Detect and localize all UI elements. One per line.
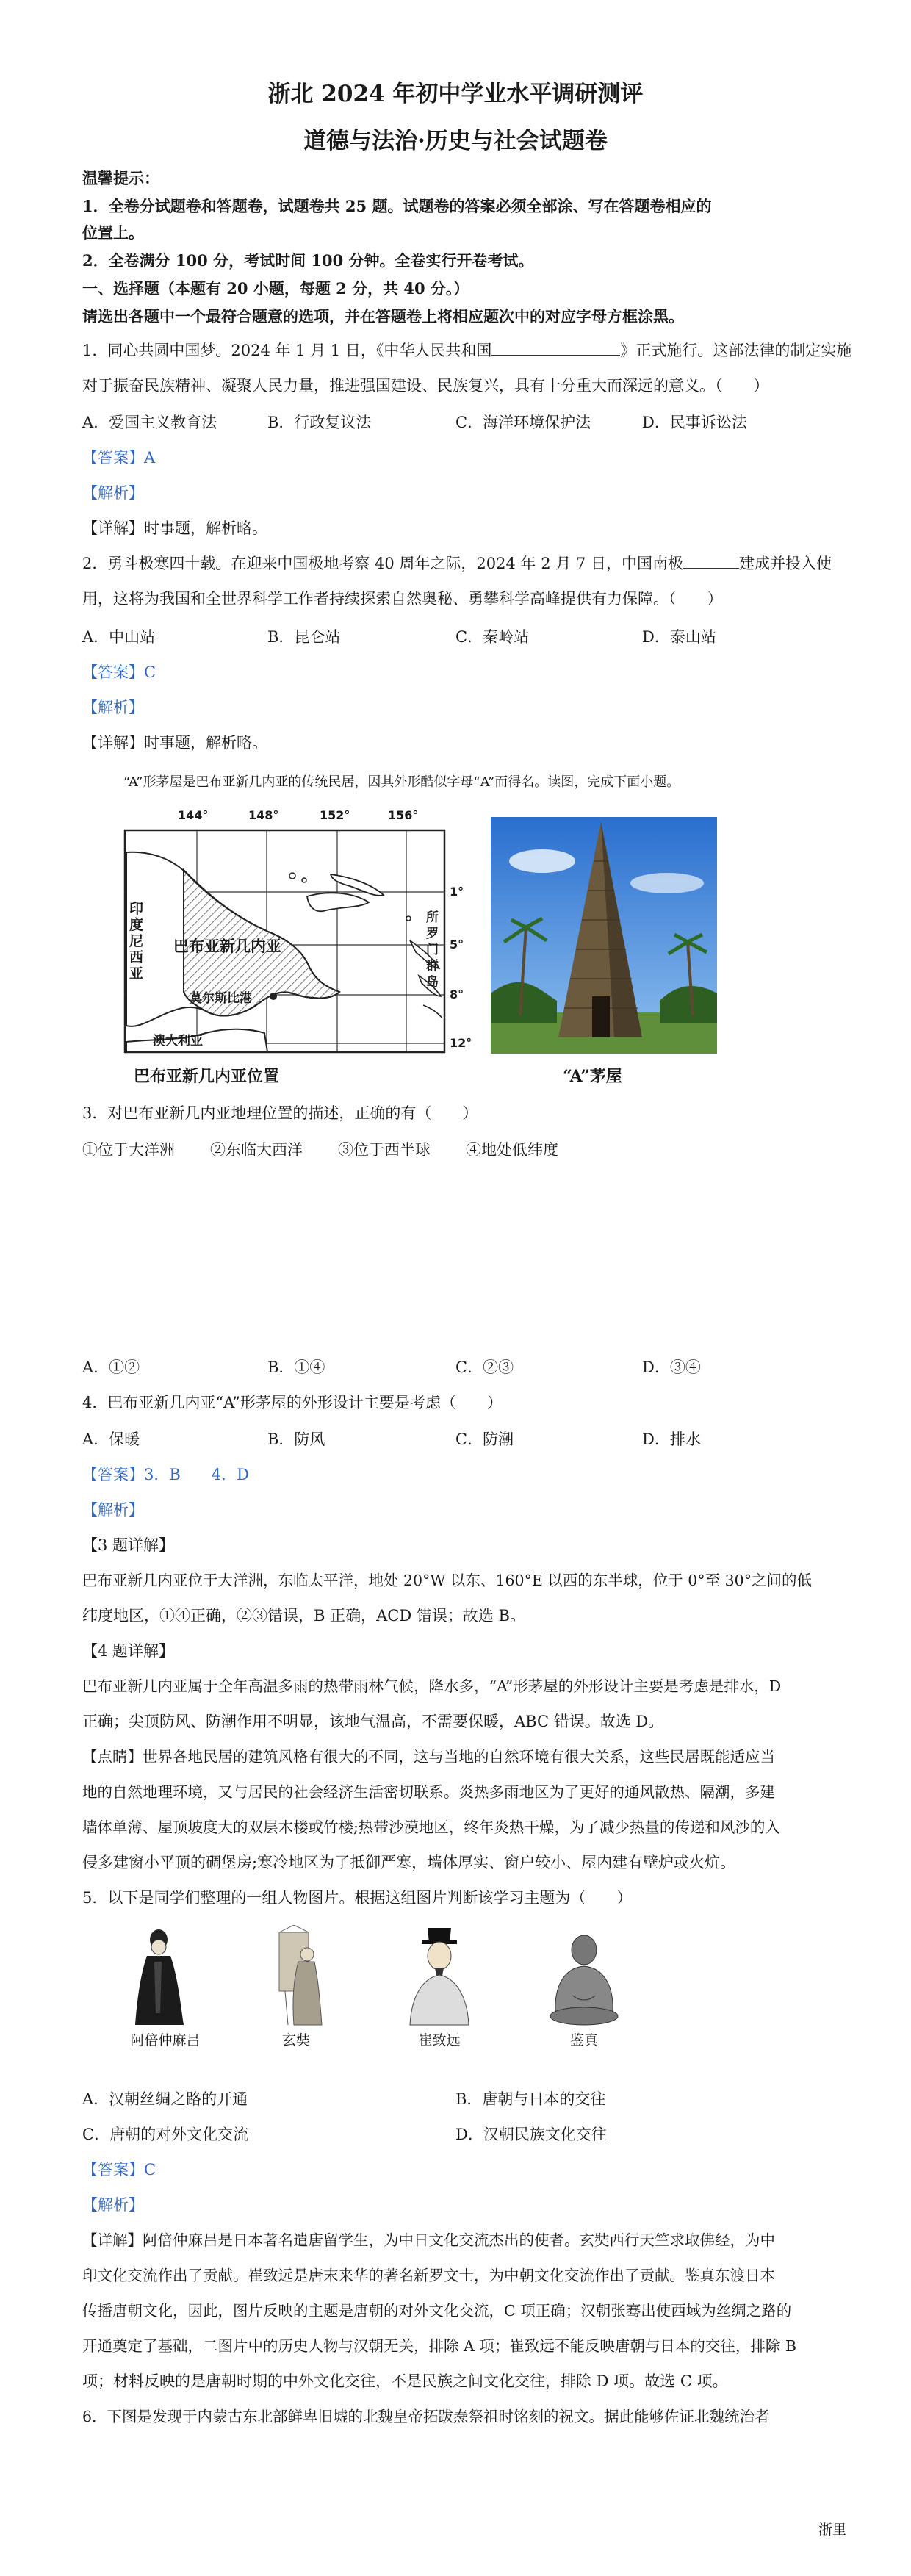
q34-tip-line-1: 【点睛】世界各地民居的建筑风格有很大的不同，这与当地的自然环境有很大关系，这些民居既能适应当 [82,1748,775,1766]
material-intro: “A”形茅屋是巴布亚新几内亚的传统民居，因其外形酷似字母“A”而得名。读图，完成下面小题。 [123,774,680,790]
small-island [406,916,411,921]
label-solomon: 所罗门群岛 [426,910,439,990]
q3-item-4: ④地处低纬度 [466,1141,558,1159]
exam-title: 浙北 2024 年初中学业水平调研测评 [267,81,644,107]
lat-tick-1: 1° [450,885,464,899]
lon-tick-148: 148° [248,808,279,822]
portrait-abe [125,1925,191,2028]
q2-answer: 【答案】C [82,663,156,681]
q6-stem: 6．下图是发现于内蒙古东北部鲜卑旧墟的北魏皇帝拓跋焘祭祖时铭刻的祝文。据此能够佐证北魏统治者 [82,2408,770,2425]
q2-analysis-label: 【解析】 [82,699,144,716]
q3-option-a: A．①② [82,1359,140,1376]
label-indonesia: 印度尼西亚 [129,901,144,982]
label-australia: 澳大利亚 [153,1034,203,1048]
q2-stem: 2．勇斗极寒四十载。在迎来中国极地考察 40 周年之际，2024 年 2 月 7 日，中国南极 建成并投入使 [82,555,832,572]
q5-detail-line-4: 开通奠定了基础，二图片中的历史人物与汉朝无关，排除 A 项；崔致远不能反映唐朝与日本的交往，排除 B [82,2337,796,2355]
q4-stem: 4．巴布亚新几内亚“A”形茅屋的外形设计主要是考虑（ ） [82,1394,503,1411]
png-location-map [110,808,492,1058]
q2-option-d: D．泰山站 [642,628,716,646]
lon-tick-144: 144° [178,808,209,822]
portrait-label-jianzhen: 鉴真 [569,2032,598,2048]
q1-stem-2: 对于振奋民族精神、凝聚人民力量，推进强国建设、民族复兴，具有十分重大而深远的意义。（ ） [82,377,769,395]
portrait-label-choe: 崔致远 [418,2032,461,2048]
q4-detail-line-1: 巴布亚新几内亚属于全年高温多雨的热带雨林气候，降水多，“A”形茅屋的外形设计主要是考虑是排水，D [82,1677,782,1695]
note-2: 2．全卷满分 100 分，考试时间 100 分钟。全卷实行开卷考试。 [82,251,534,270]
q34-analysis-label: 【解析】 [82,1501,144,1519]
q2-stem-2: 用，这将为我国和全世界科学工作者持续探索自然奥秘、勇攀科学高峰提供有力保障。（ ） [82,590,723,608]
q3-detail-heading: 【3 题详解】 [82,1536,175,1554]
q5-analysis-label: 【解析】 [82,2196,144,2214]
q3-option-c: C．②③ [455,1359,514,1376]
q2-option-a: A．中山站 [82,628,156,646]
q5-detail-line-5: 项；材料反映的是唐朝时期的中外文化交往，不是民族之间文化交往，排除 D 项。故选 C 项。 [82,2372,728,2390]
q3-item-1: ①位于大洋洲 [82,1141,175,1159]
q4-detail-line-2: 正确；尖顶防风、防潮作用不明显，该地气温高，不需要保暖，ABC 错误。故选 D。 [82,1713,664,1730]
q34-tip-line-2: 地的自然地理环境，又与居民的社会经济生活密切联系。炎热多雨地区为了更好的通风散热、隔潮，多建 [82,1783,775,1801]
q1-option-b: B．行政复议法 [267,414,372,431]
q3-detail-line-1: 巴布亚新几内亚位于大洋洲，东临太平洋，地处 20°W 以东、160°E 以西的东半球，位于 0°至 30°之间的低 [82,1572,812,1589]
note-1a: 1．全卷分试题卷和答题卷，试题卷共 25 题。试题卷的答案必须全部涂、写在答题卷相应的 [82,197,712,215]
section-heading: 一、选择题（本题有 20 小题，每题 2 分，共 40 分。） [82,279,469,298]
a-frame-hut-photo [491,817,717,1054]
label-port-moresby: 莫尔斯比港 [190,991,252,1006]
q5-option-b: B．唐朝与日本的交往 [455,2090,606,2108]
section-instructions: 请选出各题中一个最符合题意的选项，并在答题卷上将相应题次中的对应字母方框涂黑。 [82,307,684,325]
note-1b: 位置上。 [82,223,144,242]
q5-portraits [103,1925,676,2050]
q3-item-2: ②东临大西洋 [210,1141,303,1159]
q3-option-b: B．①④ [267,1359,325,1376]
q1-option-a: A．爱国主义教育法 [82,414,217,431]
portrait-choe [403,1925,476,2028]
q3-stem: 3．对巴布亚新几内亚地理位置的描述，正确的有（ ） [82,1104,478,1122]
q2-option-c: C．秦岭站 [455,628,530,646]
q3-item-3: ③位于西半球 [338,1141,431,1159]
q4-option-d: D．排水 [642,1431,701,1448]
q5-option-d: D．汉朝民族文化交往 [455,2126,607,2143]
lat-tick-5: 5° [450,938,464,951]
q1-blank [491,342,620,356]
map-caption: 巴布亚新几内亚位置 [134,1067,280,1086]
portrait-xuanzang [263,1925,329,2028]
q5-detail-line-1: 【详解】阿倍仲麻吕是日本著名遣唐留学生，为中日文化交流杰出的使者。玄奘西行天竺求取佛经，为中 [82,2231,775,2249]
q4-option-b: B．防风 [267,1431,325,1448]
q4-detail-heading: 【4 题详解】 [82,1642,175,1660]
q4-option-a: A．保暖 [82,1431,140,1448]
portrait-label-xuanzang: 玄奘 [281,2032,310,2048]
q5-option-c: C．唐朝的对外文化交流 [82,2126,249,2143]
q34-tip-line-4: 侵多建窗小平顶的碉堡房;寒冷地区为了抵御严寒，墙体厚实、窗户较小、屋内建有壁炉或火炕。 [82,1854,736,1871]
label-png: 巴布亚新几内亚 [173,937,281,955]
q1-detail: 【详解】时事题，解析略。 [82,519,267,537]
q34-answer: 【答案】3．B 4．D [82,1466,249,1483]
lat-tick-8: 8° [450,987,464,1001]
q2-option-b: B．昆仑站 [267,628,341,646]
exam-subtitle: 道德与法治·历史与社会试题卷 [303,128,608,154]
portrait-jianzhen [544,1925,624,2028]
portrait-label-abe: 阿倍仲麻吕 [130,2032,201,2048]
q1-option-c: C．海洋环境保护法 [455,414,591,431]
q1-option-d: D．民事诉讼法 [642,414,747,431]
q3-option-d: D．③④ [642,1359,701,1376]
hut-illustration [491,817,717,1054]
q2-blank [683,555,739,569]
photo-caption: “A”茅屋 [563,1067,622,1086]
q5-stem: 5．以下是同学们整理的一组人物图片。根据这组图片判断该学习主题为（ ） [82,1889,633,1907]
q2-detail: 【详解】时事题，解析略。 [82,734,267,752]
q5-detail-line-2: 印文化交流作出了贡献。崔致远是唐末来华的著名新罗文士，为中朝文化交流作出了贡献。鉴真东渡日本 [82,2267,775,2284]
lon-tick-152: 152° [320,808,350,822]
q3-detail-line-2: 纬度地区，①④正确，②③错误，B 正确，ACD 错误；故选 B。 [82,1607,525,1625]
q5-option-a: A．汉朝丝绸之路的开通 [82,2090,248,2108]
q1-answer: 【答案】A [82,449,156,467]
small-island [302,878,306,882]
notes-heading: 温馨提示： [82,169,159,187]
lon-tick-156: 156° [388,808,419,822]
q5-detail-line-3: 传播唐朝文化，因此，图片反映的主题是唐朝的对外文化交流，C 项正确；汉朝张骞出使西域为丝绸之路的 [82,2302,792,2320]
lat-tick-12: 12° [450,1036,472,1050]
q34-tip-line-3: 墙体单薄、屋顶坡度大的双层木楼或竹楼;热带沙漠地区，终年炎热干燥，为了减少热量的传递和风沙的入 [82,1818,780,1836]
port-moresby-dot [270,993,277,1000]
q4-option-c: C．防潮 [455,1431,514,1448]
q5-answer: 【答案】C [82,2161,156,2179]
small-island [289,873,295,879]
page-footer: 浙里 [818,2522,846,2538]
q1-stem: 1．同心共圆中国梦。2024 年 1 月 1 日，《中华人民共和国 》正式施行。这部法律的制定实施 [82,342,852,359]
q1-analysis-label: 【解析】 [82,484,144,502]
